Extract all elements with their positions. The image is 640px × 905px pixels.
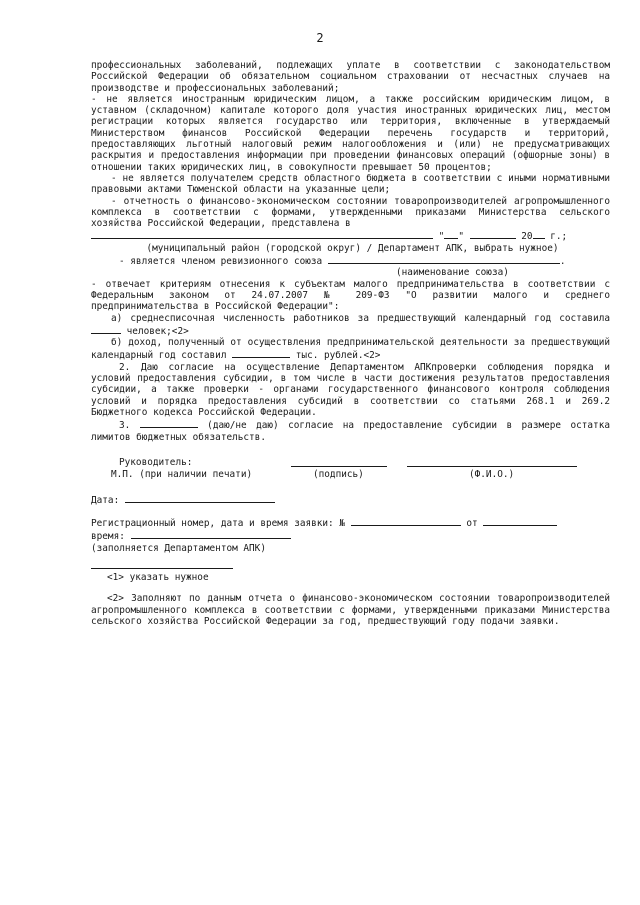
signature-block bbox=[91, 457, 610, 483]
fio-caption: (Ф.И.О.) bbox=[469, 468, 515, 480]
employees-field[interactable] bbox=[91, 324, 121, 334]
audit-union-caption: (наименование союза) bbox=[396, 267, 509, 279]
paragraph-income: б) доход, полученный от осуществления предпринимательской деятельности за предшествующий календарный год составил тыс. рублей.<2> bbox=[91, 337, 610, 362]
authority-field[interactable] bbox=[91, 229, 433, 239]
footnote-1: <1> указать нужное bbox=[107, 571, 209, 583]
registration-number-field[interactable] bbox=[351, 516, 461, 526]
document-body bbox=[91, 60, 610, 627]
paragraph-foreign-entity: - не является иностранным юридическим лицом, а также российским юридическим лицом, в уставном (складочном) капитале которого доля участия иностранных юридических лиц, местом регистрации которых является государство или территория, включенные в утверждаемый Министерством финансов Российской Федерации перечень государств и территорий, предоставляющих льготный налоговый режим налогообложения и (или) не предусматривающих раскрытия и предоставления информации при проведении финансовых операций (офшорные зоны) в отношении таких юридических лиц, в совокупности превышает 50 процентов; bbox=[91, 93, 610, 173]
stamp-label: М.П. (при наличии печати) bbox=[111, 468, 253, 480]
footnote-2: <2> Заполняют по данным отчета о финансово-экономическом состоянии товаропроизводителей агропромышленного комплекса в соответствии с формами, утвержденными приказами Министерства сельского хозяйства Российской Федерации за год, предшествующий году подачи заявки. bbox=[91, 593, 610, 627]
consent-field[interactable] bbox=[140, 418, 198, 428]
audit-union-line: - является членом ревизионного союза . bbox=[119, 256, 566, 268]
signature-field[interactable] bbox=[291, 466, 387, 467]
month-field[interactable] bbox=[470, 229, 516, 239]
time-line: время: bbox=[91, 529, 610, 542]
income-field[interactable] bbox=[232, 348, 290, 358]
registration-caption: (заполняется Департаментом АПК) bbox=[91, 542, 266, 554]
footnote-separator bbox=[91, 568, 233, 569]
page-number: 2 bbox=[316, 31, 324, 45]
date-field[interactable] bbox=[125, 493, 275, 503]
fio-field[interactable] bbox=[407, 466, 577, 467]
paragraph-consent-subsidy: 3. (даю/не даю) согласие на предоставление субсидии в размере остатка лимитов бюджетных обязательств. bbox=[91, 420, 610, 443]
paragraph-employees: а) среднесписочная численность работников за предшествующий календарный год составила человек;<2> bbox=[91, 313, 610, 338]
paragraph-consent-check: 2. Даю согласие на осуществление Департаментом АПКпроверки соблюдения порядка и условий предоставления субсидии, в том числе в части достижения результатов предоставления субсидии, а также проверки - органами государственного финансового контроля соблюдения условий и порядка предоставления субсидий в соответствии со статьями 268.1 и 269.2 Бюджетного кодекса Российской Федерации. bbox=[91, 361, 610, 418]
paragraph-insurance: профессиональных заболеваний, подлежащих уплате в соответствии с законодательством Российской Федерации об обязательном социальном страховании от несчастных случаев на производстве и профессиональных заболеваний; bbox=[91, 60, 610, 94]
paragraph-reporting: - отчетность о финансово-экономическом состоянии товаропроизводителей агропромышленного комплекса в соответствии с формами, утвержденными приказами Министерства сельского хозяйства Российской Федерации, представлена в bbox=[91, 195, 610, 230]
date-line: Дата: bbox=[91, 493, 610, 506]
time-field[interactable] bbox=[131, 529, 291, 539]
day-field[interactable] bbox=[444, 229, 458, 239]
reporting-date-line: " " 20 г.; bbox=[91, 229, 610, 242]
authority-caption: (муниципальный район (городской округ) / Департамент АПК, выбрать нужное) bbox=[146, 242, 559, 254]
registration-date-field[interactable] bbox=[483, 516, 557, 526]
registration-line: Регистрационный номер, дата и время заявки: № от bbox=[91, 516, 610, 529]
head-label: Руководитель: bbox=[119, 456, 193, 468]
paragraph-small-business: - отвечает критериям отнесения к субъектам малого предпринимательства в соответствии с Федеральным законом от 24.07.2007 № 209-ФЗ "О развитии малого и среднего предпринимательства в Российской Федерации": bbox=[91, 278, 610, 313]
year-field[interactable] bbox=[533, 229, 545, 239]
signature-caption: (подпись) bbox=[313, 468, 364, 480]
paragraph-regional-budget: - не является получателем средств областного бюджета в соответствии с иными нормативными правовыми актами Тюменской области на указанные цели; bbox=[91, 172, 610, 196]
audit-union-field[interactable] bbox=[328, 254, 560, 264]
